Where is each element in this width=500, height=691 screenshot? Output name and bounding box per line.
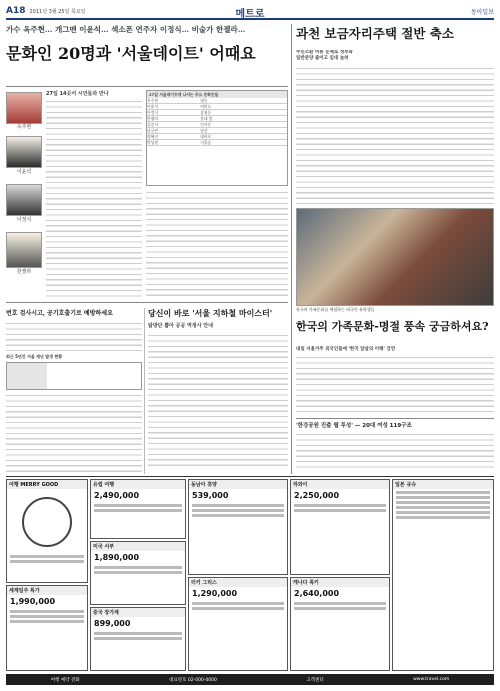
ad-line [10, 615, 84, 618]
ad-block[interactable] [290, 577, 390, 671]
right-brief [296, 421, 494, 473]
ad-title: 일본 규슈 [393, 480, 493, 489]
ad-line [396, 506, 490, 509]
ad-footer [6, 674, 494, 685]
ad-title: 동남아 휴양 [189, 480, 287, 489]
ad-title: 캐나다 록키 [291, 578, 389, 587]
ad-line [10, 560, 84, 563]
ad-price: 2,640,000 [294, 589, 340, 598]
table-cell: 남궁연 [147, 128, 159, 133]
table-cell: 한젤라 [147, 116, 159, 121]
ad-line [192, 607, 284, 610]
mid-right-story [148, 308, 288, 474]
ad-line [94, 637, 182, 640]
story-subhead: 27일 14곳서 시민들과 만나 [46, 91, 109, 97]
ad-block[interactable] [6, 585, 88, 671]
footer-item: 여행 예약 전화 [50, 677, 80, 683]
chart-label: 최근 5년간 서울 재난 발생 현황 [6, 354, 63, 359]
portrait-photo [6, 232, 42, 268]
story-headline: 번호 검사시고, 공기호출기로 예방하세요 [6, 310, 113, 317]
ad-section [6, 476, 494, 672]
ad-title: 터키 그리스 [189, 578, 287, 587]
masthead [6, 4, 494, 20]
ad-block[interactable] [90, 541, 186, 605]
table-title: 27일 서울데이트에 나서는 주요 문화인들 [147, 91, 287, 98]
table-cell: 이정식 [147, 110, 159, 115]
ad-line [94, 632, 182, 635]
ad-line [294, 509, 386, 512]
body-filler [296, 432, 494, 472]
story-headline: 과천 보금자리주택 절반 축소 [296, 26, 454, 41]
right-subhead-wrap [296, 50, 354, 64]
paper-name: 동아일보 [470, 8, 494, 16]
table-cell: 여의도 [200, 104, 212, 109]
mid-left-story [6, 308, 142, 474]
ad-line [10, 620, 84, 623]
column-divider [291, 24, 292, 474]
ad-title: 세계일주 특가 [7, 586, 87, 595]
issue-date: 2011년 3월 25일 목요일 [29, 9, 86, 15]
story-headline: 당신이 바로 '서울 지하철 마이스터' [148, 308, 273, 318]
divider [6, 302, 288, 303]
ad-line [192, 514, 284, 517]
body-filler [146, 190, 288, 298]
ad-line [396, 491, 490, 494]
story-deck: 가수 옥주현… 개그맨 이윤석… 섹소폰 연주자 이정식… 비술가 한젤라… [6, 25, 246, 34]
story-subhead: 주민소환 비용 문제로 정부와 일반분양 줄이고 임대 늘려 [296, 50, 353, 61]
photo-caption: 이정식 [16, 217, 32, 223]
ad-title: 중국 장가계 [91, 608, 185, 617]
ad-line [94, 566, 182, 569]
divider [6, 86, 288, 87]
table-cell: 옥주현 [147, 98, 159, 103]
ad-title: 여행 MERRY GOOD [7, 480, 87, 489]
ad-line [396, 496, 490, 499]
ad-block[interactable] [90, 479, 186, 539]
story-subhead: 내일 서울거주 외국인들에 '한국 알살의 이해' 강연 [296, 347, 396, 352]
footer-item: www.travel.com [413, 677, 450, 682]
table-cell: 장혜진 [147, 134, 159, 139]
ad-line [192, 509, 284, 512]
table-cell: 남산 [200, 128, 208, 133]
portrait-photo [6, 136, 42, 168]
story-headline: 한국의 가족문화-명절 풍속 궁금하셔요? [296, 320, 489, 333]
body-filler [148, 333, 288, 468]
ad-block[interactable] [188, 479, 288, 575]
ad-block[interactable] [392, 479, 494, 671]
table-cell: 홍대 앞 [200, 116, 213, 121]
story-subhead: 탐방단 뽑아 공공 역정사 안내 [148, 323, 213, 329]
ad-price: 2,250,000 [294, 491, 340, 500]
ad-line [94, 571, 182, 574]
ad-block[interactable] [6, 479, 88, 583]
ad-line [294, 504, 386, 507]
culture-figures-table [146, 90, 288, 186]
ad-line [94, 504, 182, 507]
photo-caption: 옥주현 [16, 124, 32, 130]
portrait-photo [6, 92, 42, 124]
ad-title: 유럽 여행 [91, 480, 185, 489]
table-cell: 서울숲 [200, 140, 212, 145]
body-filler [296, 355, 494, 413]
ad-line [94, 509, 182, 512]
story-headline: '한강공원 진출 웹 투성' — 20대 여성 119구조 [296, 423, 412, 429]
footer-item: 고객센터 [306, 677, 324, 683]
left-story-head [6, 24, 288, 84]
story-headline: 문화인 20명과 '서울데이트' 어때요 [6, 44, 256, 63]
ad-block[interactable] [90, 607, 186, 671]
ad-price: 539,000 [192, 491, 229, 500]
right-feature-body [296, 346, 494, 416]
table-cell: 김종서 [147, 122, 159, 127]
ad-price: 1,890,000 [94, 553, 140, 562]
ad-price: 1,990,000 [10, 597, 56, 606]
ad-price: 1,290,000 [192, 589, 238, 598]
body-filler [6, 393, 142, 474]
table-cell: 박상원 [147, 140, 159, 145]
right-feature-head [296, 318, 494, 348]
ad-price: 899,000 [94, 619, 131, 628]
ad-line [10, 555, 84, 558]
ad-title: 하와이 [291, 480, 389, 489]
photo-caption: 이윤석 [16, 169, 32, 175]
ad-line [10, 610, 84, 613]
ad-line [294, 607, 386, 610]
ad-line [396, 516, 490, 519]
divider [296, 418, 494, 419]
ad-logo-icon [22, 497, 72, 547]
table-cell: 인사동 [200, 122, 212, 127]
ad-title: 미국 서부 [91, 542, 185, 551]
story-body [46, 90, 142, 298]
stats-box [6, 362, 142, 390]
ad-line [396, 511, 490, 514]
body-filler [46, 99, 142, 298]
table-row [147, 140, 287, 146]
table-cell: 명동 [200, 98, 208, 103]
ad-block[interactable] [188, 577, 288, 671]
ad-line [192, 504, 284, 507]
divider [144, 308, 145, 474]
students-photo [296, 208, 494, 306]
portrait-photo [6, 184, 42, 216]
table-cell: 이윤석 [147, 104, 159, 109]
body-filler [296, 66, 494, 204]
page-number: A18 [6, 6, 26, 16]
section-title: 메트로 [235, 9, 265, 20]
table-cell: 삼청동 [200, 110, 212, 115]
ad-line [294, 602, 386, 605]
table-cell: 대학로 [200, 134, 212, 139]
footer-item: 대표번호 02-000-0000 [169, 677, 217, 683]
photo-caption: 한젤라 [16, 269, 32, 275]
photo-caption: 한국의 가족문화를 체험하는 외국인 유학생들 [296, 307, 375, 312]
ad-line [396, 501, 490, 504]
ad-price: 2,490,000 [94, 491, 140, 500]
ad-block[interactable] [290, 479, 390, 575]
ad-line [192, 602, 284, 605]
body-filler [6, 321, 142, 351]
